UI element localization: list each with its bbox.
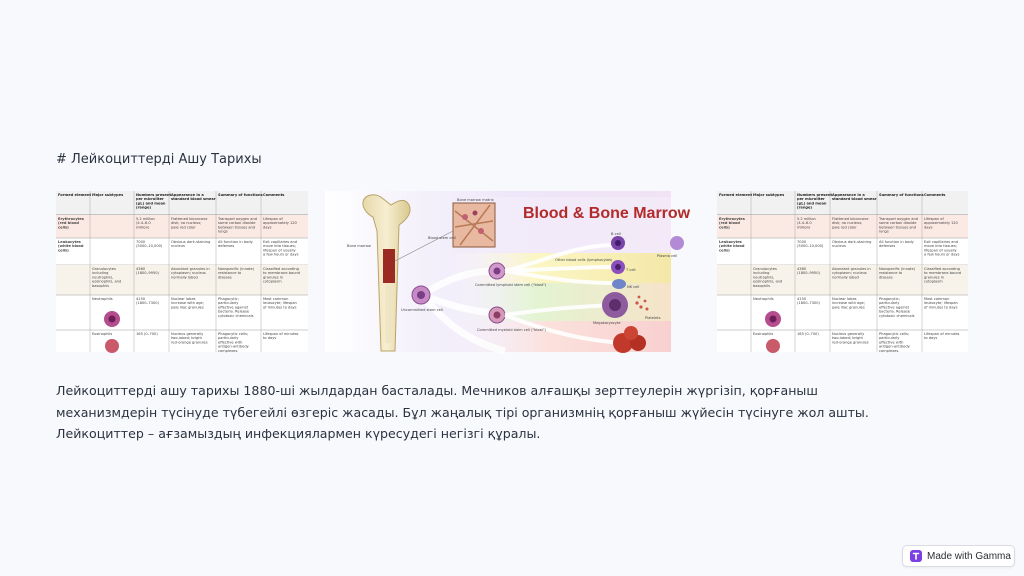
marrow-label-tcell: T cell bbox=[626, 268, 636, 272]
table-cell-text: particularly bbox=[218, 336, 239, 341]
table-cell-text: effective with bbox=[218, 340, 243, 345]
table-cell-text: including bbox=[92, 271, 109, 276]
table-cell-text: (red blood bbox=[719, 221, 740, 226]
table-cell-text: cytoplasm bbox=[263, 279, 282, 284]
badge-label: Made with Gamma bbox=[927, 550, 1011, 562]
bone-marrow-graphic bbox=[325, 191, 691, 352]
table-cell-text: per microliter bbox=[136, 197, 164, 202]
marrow-label-bone-marrow: Bone marrow bbox=[347, 244, 371, 248]
table-cell-text: Lifespan of bbox=[263, 217, 283, 221]
table-cell-text: move into tissues; bbox=[924, 244, 957, 249]
table-cell-text: Granulocytes bbox=[92, 267, 116, 271]
table-cell-text: Lifespan of minutes bbox=[924, 332, 960, 336]
table-cell-text: resistance to bbox=[879, 271, 903, 276]
marrow-label-myeloid: Committed myeloid stem cell ("blast") bbox=[477, 328, 546, 332]
table-cell-text: disease bbox=[879, 275, 893, 280]
table-cell-text: neutrophils, bbox=[753, 275, 775, 280]
table-cell-text: lifespan of usually bbox=[263, 248, 296, 253]
table-cell-text: Comments bbox=[924, 193, 946, 197]
table-cell-text: cytoplasm; nucleus bbox=[832, 271, 867, 276]
table-cell-text: effective with bbox=[879, 340, 904, 345]
table-cell-text: between tissues and bbox=[879, 225, 917, 230]
table-cell-text: Leukocytes bbox=[58, 240, 81, 244]
table-cell-text: (µL) and mean bbox=[797, 201, 827, 206]
table-cell-text: pale red color bbox=[171, 225, 196, 230]
table-cell-text: to days bbox=[924, 336, 938, 341]
table-cell-text: lungs bbox=[218, 229, 228, 234]
table-cell-text: granules in bbox=[924, 275, 945, 280]
made-with-gamma-badge[interactable] bbox=[902, 545, 1015, 567]
table-cell-text: Granulocytes bbox=[753, 267, 777, 271]
table-cell-text: Appearance in a bbox=[171, 193, 204, 197]
table-cell-text: (1800–9950) bbox=[797, 271, 820, 276]
table-cell-text: some carbon dioxide bbox=[218, 221, 256, 226]
table-cell-text: some carbon dioxide bbox=[879, 221, 917, 226]
table-cell-text: Nucleus generally bbox=[832, 332, 865, 336]
gamma-logo-icon bbox=[910, 550, 922, 562]
table-cell-text: to days bbox=[263, 336, 277, 341]
marrow-label-platelets: Platelets bbox=[645, 316, 661, 320]
table-cell-text: disk; no nucleus; bbox=[832, 221, 863, 226]
table-cell-text: 4150 bbox=[136, 297, 146, 301]
table-cell-text: All function in body bbox=[879, 240, 914, 244]
table-cell-text: cells) bbox=[719, 248, 730, 253]
table-cell-text: leukocyte; lifespan bbox=[924, 301, 958, 306]
table-cell-text: Summary of functions bbox=[879, 193, 924, 197]
table-cell-text: days bbox=[924, 225, 933, 230]
table-cell-text: Numbers present bbox=[136, 193, 172, 197]
table-cell-text: leukocyte; lifespan bbox=[263, 301, 297, 306]
marrow-title: Blood & Bone Marrow bbox=[523, 205, 691, 222]
table-cell-text: normally lobed bbox=[832, 275, 859, 280]
table-cell-text: 5.2 million bbox=[797, 217, 816, 221]
table-cell-text: between tissues and bbox=[218, 225, 256, 230]
table-cell-text: bacteria. Release bbox=[218, 309, 250, 314]
table-cell-text: Nucleus generally bbox=[171, 332, 204, 336]
table-cell-text: red-orange granules bbox=[171, 340, 208, 345]
table-cell-text: Abundant granules in bbox=[171, 267, 210, 271]
marrow-label-uncommitted: Uncommitted stem cell bbox=[401, 308, 443, 312]
table-cell-text: cytoplasm; nucleus bbox=[171, 271, 206, 276]
table-cell-text: Lifespan of minutes bbox=[263, 332, 299, 336]
table-cell-text: increase with age; bbox=[171, 301, 204, 306]
table-cell-text: 5.2 million bbox=[136, 217, 155, 221]
table-cell-text: Eosinophils bbox=[753, 332, 774, 336]
table-cell-text: a few hours or days bbox=[263, 252, 299, 257]
table-cell-text: approximately 120 bbox=[924, 221, 958, 226]
table-cell-text: 165 (0–700) bbox=[136, 332, 158, 336]
paragraph-line-3: Лейкоциттер – ағзамыздың инфекциялармен күресудегі негізгі құралы. bbox=[56, 426, 541, 441]
table-cell-text: normally lobed bbox=[171, 275, 198, 280]
marrow-label-plasma: Plasma cell bbox=[657, 254, 678, 258]
table-cell-text: Erythrocytes bbox=[58, 217, 84, 221]
table-cell-text: lifespan of usually bbox=[924, 248, 957, 253]
table-cell-text: approximately 120 bbox=[263, 221, 297, 226]
table-cell-text: All function in body bbox=[218, 240, 253, 244]
table-cell-text: Neutrophils bbox=[92, 297, 113, 301]
table-cell-text: nucleus bbox=[832, 244, 846, 249]
table-cell-text: Exit capillaries and bbox=[924, 240, 959, 244]
table-cell-text: Formed element bbox=[719, 193, 753, 197]
blood-table-graphic-right bbox=[717, 191, 968, 352]
table-cell-text: Nuclear lobes bbox=[171, 297, 196, 301]
table-cell-text: 165 (0–700) bbox=[797, 332, 819, 336]
table-cell-text: two-lobed; bright bbox=[832, 336, 863, 341]
table-cell-text: cells) bbox=[719, 225, 730, 230]
blood-bone-marrow-image bbox=[325, 191, 691, 352]
table-cell-text: Most common bbox=[263, 297, 289, 301]
table-cell-text: Phagocytic; bbox=[218, 297, 239, 301]
table-cell-text: resistance to bbox=[218, 271, 242, 276]
table-cell-text: Nonspecific (innate) bbox=[879, 267, 916, 271]
table-cell-text: eosinophils, and bbox=[753, 279, 783, 284]
table-cell-text: nucleus bbox=[171, 244, 185, 249]
table-cell-text: Appearance in a bbox=[832, 193, 865, 197]
table-cell-text: cytotoxic chemicals bbox=[879, 313, 915, 318]
marrow-label-other: Other blood cells (lymphocytes) bbox=[555, 258, 613, 262]
table-cell-text: standard blood smear bbox=[832, 197, 877, 202]
table-cell-text: complexes. bbox=[218, 348, 239, 353]
table-cell-text: Summary of functions bbox=[218, 193, 263, 197]
table-cell-text: basophils bbox=[92, 283, 109, 288]
table-cell-text: cytoplasm bbox=[924, 279, 943, 284]
table-cell-text: (red blood bbox=[58, 221, 79, 226]
table-cell-text: move into tissues; bbox=[263, 244, 296, 249]
table-cell-text: standard blood smear bbox=[171, 197, 216, 202]
table-cell-text: neutrophils, bbox=[92, 275, 114, 280]
table-cell-text: pale red color bbox=[832, 225, 857, 230]
table-cell-text: to membrane-bound bbox=[263, 271, 301, 276]
marrow-label-lymphoid: Committed lymphoid stem cell ("blast") bbox=[475, 283, 547, 287]
table-cell-text: defenses bbox=[218, 244, 235, 249]
table-cell-text: Formed element bbox=[58, 193, 92, 197]
table-cell-text: cytotoxic chemicals bbox=[218, 313, 254, 318]
table-cell-text: cells) bbox=[58, 225, 69, 230]
table-cell-text: basophils bbox=[753, 283, 770, 288]
table-cell-text: per microliter bbox=[797, 197, 825, 202]
table-cell-text: particularly bbox=[879, 301, 900, 306]
blood-table-graphic bbox=[56, 191, 308, 352]
table-cell-text: particularly bbox=[218, 301, 239, 306]
table-cell-text: lungs bbox=[879, 229, 889, 234]
table-cell-text: Flattened biconcave bbox=[832, 217, 869, 221]
paragraph-line-1: Лейкоциттерді ашу тарихы 1880-ші жылдардан басталады. Мечников алғашқы зерттеулерін жүргізіп, қорғаныш bbox=[56, 383, 818, 398]
table-cell-text: 4150 bbox=[797, 297, 807, 301]
table-cell-text: including bbox=[753, 271, 770, 276]
table-cell-text: 7000 bbox=[797, 240, 807, 244]
table-cell-text: (5000–10,000) bbox=[136, 244, 163, 249]
table-cell-text: Abundant granules in bbox=[832, 267, 871, 271]
table-cell-text: 7000 bbox=[136, 240, 146, 244]
table-cell-text: 4360 bbox=[797, 267, 807, 271]
table-cell-text: two-lobed; bright bbox=[171, 336, 202, 341]
table-cell-text: complexes. bbox=[879, 348, 900, 353]
blood-cell-table-image-left bbox=[56, 191, 308, 352]
table-cell-text: particularly bbox=[879, 336, 900, 341]
table-cell-text: Major subtypes bbox=[92, 193, 124, 197]
table-cell-text: Transport oxygen and bbox=[218, 217, 258, 221]
table-cell-text: antigen-antibody bbox=[879, 344, 910, 349]
table-cell-text: red-orange granules bbox=[832, 340, 869, 345]
table-cell-text: Obvious dark-staining bbox=[171, 240, 211, 244]
table-cell-text: cells) bbox=[58, 248, 69, 253]
blood-cell-table-image-right bbox=[717, 191, 968, 352]
table-cell-text: Lifespan of bbox=[924, 217, 944, 221]
table-cell-text: Obvious dark-staining bbox=[832, 240, 872, 244]
table-cell-text: Classified according bbox=[924, 267, 960, 271]
table-cell-text: (white blood bbox=[719, 244, 745, 249]
table-cell-text: days bbox=[263, 225, 272, 230]
table-cell-text: Transport oxygen and bbox=[879, 217, 919, 221]
table-cell-text: Classified according bbox=[263, 267, 299, 271]
table-cell-text: bacteria. Release bbox=[879, 309, 911, 314]
table-cell-text: defenses bbox=[879, 244, 896, 249]
table-cell-text: million) bbox=[136, 225, 150, 230]
table-cell-text: pale lilac granules bbox=[832, 305, 865, 310]
table-cell-text: 4360 bbox=[136, 267, 146, 271]
marrow-label-nkcell: NK cell bbox=[627, 285, 640, 289]
table-cell-text: effective against bbox=[218, 305, 249, 310]
paragraph-line-2: механизмдерін түсінуде түбегейлі өзгеріс жасады. Бұл жаңалық тірі организмнің қорғаныш жүйесін түсінуге жол ашты. bbox=[56, 404, 869, 420]
table-cell-text: pale lilac granules bbox=[171, 305, 204, 310]
table-cell-text: Phagocytic cells; bbox=[879, 332, 910, 336]
table-cell-text: Erythrocytes bbox=[719, 217, 745, 221]
table-cell-text: to membrane-bound bbox=[924, 271, 962, 276]
table-cell-text: Leukocytes bbox=[719, 240, 742, 244]
table-cell-text: Nonspecific (innate) bbox=[218, 267, 255, 271]
table-cell-text: effective against bbox=[879, 305, 910, 310]
marrow-label-bcell: B cell bbox=[611, 232, 621, 236]
table-cell-text: increase with age; bbox=[832, 301, 865, 306]
table-cell-text: eosinophils, and bbox=[92, 279, 122, 284]
table-cell-text: granules in bbox=[263, 275, 284, 280]
table-cell-text: (4.4–6.0 bbox=[797, 221, 812, 226]
table-cell-text: (1800–7300) bbox=[136, 301, 159, 306]
table-cell-text: (4.4–6.0 bbox=[136, 221, 151, 226]
table-cell-text: (1800–7300) bbox=[797, 301, 820, 306]
body-paragraph bbox=[56, 380, 956, 445]
marrow-label-mega: Megakaryocyte bbox=[593, 321, 621, 325]
table-cell-text: (5000–10,000) bbox=[797, 244, 824, 249]
table-cell-text: (range) bbox=[797, 205, 813, 210]
table-cell-text: Comments bbox=[263, 193, 285, 197]
table-cell-text: Exit capillaries and bbox=[263, 240, 298, 244]
table-cell-text: (µL) and mean bbox=[136, 201, 166, 206]
table-cell-text: Phagocytic cells; bbox=[218, 332, 249, 336]
table-cell-text: (white blood bbox=[58, 244, 84, 249]
table-cell-text: Phagocytic; bbox=[879, 297, 900, 301]
table-cell-text: Nuclear lobes bbox=[832, 297, 857, 301]
table-cell-text: million) bbox=[797, 225, 811, 230]
table-cell-text: disease bbox=[218, 275, 232, 280]
table-cell-text: of minutes to days bbox=[263, 305, 297, 310]
table-cell-text: Major subtypes bbox=[753, 193, 785, 197]
table-cell-text: (range) bbox=[136, 205, 152, 210]
table-cell-text: antigen-antibody bbox=[218, 344, 249, 349]
marrow-label-matrix: Bone marrow matrix bbox=[457, 198, 494, 202]
marrow-label-blood-stem: Blood stem cell bbox=[428, 236, 456, 240]
table-cell-text: of minutes to days bbox=[924, 305, 958, 310]
table-cell-text: (1800–9950) bbox=[136, 271, 159, 276]
table-cell-text: Numbers present bbox=[797, 193, 833, 197]
table-cell-text: Flattened biconcave bbox=[171, 217, 208, 221]
slide-heading: # Лейкоциттерді Ашу Тарихы bbox=[56, 152, 262, 167]
table-cell-text: disk; no nucleus; bbox=[171, 221, 202, 226]
table-cell-text: Eosinophils bbox=[92, 332, 113, 336]
table-cell-text: Most common bbox=[924, 297, 950, 301]
table-cell-text: a few hours or days bbox=[924, 252, 960, 257]
table-cell-text: Neutrophils bbox=[753, 297, 774, 301]
